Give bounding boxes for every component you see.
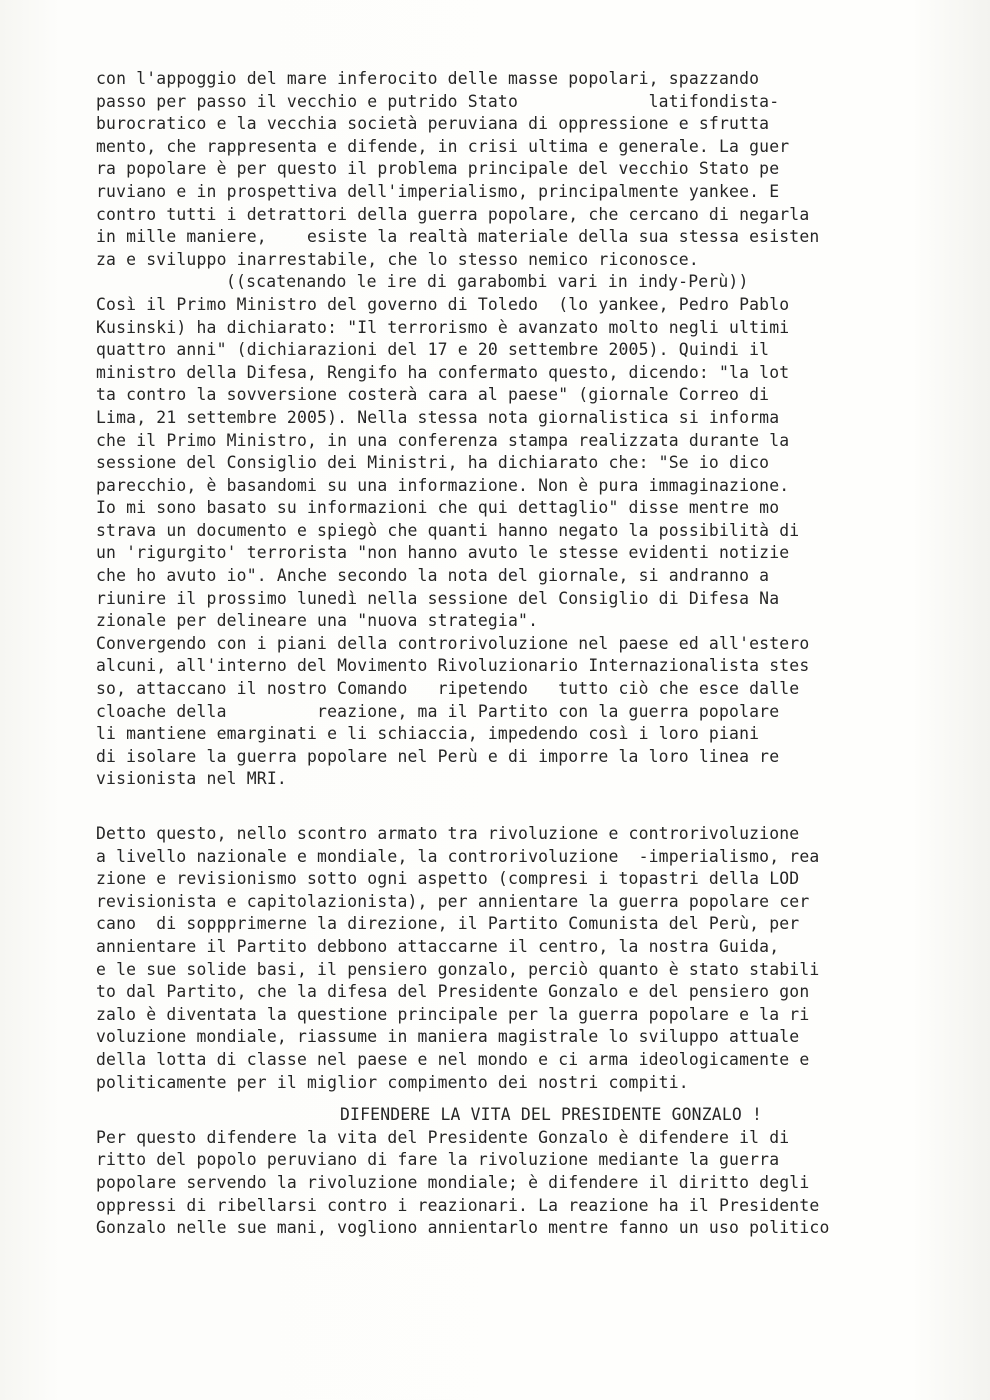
text-line: parecchio, è basandomi su una informazione. Non è pura immaginazione. (96, 475, 790, 495)
text-line: ((scatenando le ire di garabombi vari in indy-Perù)) (226, 272, 749, 292)
text-line: Gonzalo nelle sue mani, vogliono annientarlo mentre fanno un uso politico (96, 1218, 830, 1238)
text-line: ritto del popolo peruviano di fare la rivoluzione mediante la guerra (96, 1150, 780, 1170)
text-line: alcuni, all'interno del Movimento Rivoluzionario Internazionalista stes (96, 656, 810, 676)
paragraph-guerra-popolare (0, 68, 990, 271)
text-line: zalo è diventata la questione principale per la guerra popolare e la ri (96, 1004, 810, 1024)
heading-spacer (0, 1094, 990, 1104)
text-line: Per questo difendere la vita del Presidente Gonzalo è difendere il di (96, 1127, 790, 1147)
typewritten-document (0, 68, 990, 1240)
text-line: revisionista e capitolazionista), per annientare la guerra popolare cer (96, 891, 810, 911)
parenthetical-note (0, 271, 990, 294)
text-line: li mantiene emarginati e li schiaccia, impedendo così i loro piani (96, 724, 760, 744)
paragraph-controrivoluzione (0, 633, 990, 791)
text-line: che il Primo Ministro, in una conferenza stampa realizzata durante la (96, 430, 790, 450)
text-line: Lima, 21 settembre 2005). Nella stessa nota giornalistica si informa (96, 407, 780, 427)
paragraph-primo-ministro (0, 294, 990, 633)
text-line: za e sviluppo inarrestabile, che lo stesso nemico riconosce. (96, 249, 699, 269)
text-line: politicamente per il miglior compimento dei nostri compiti. (96, 1072, 689, 1092)
text-line: to dal Partito, che la difesa del Presidente Gonzalo e del pensiero gon (96, 982, 810, 1002)
text-line: un 'rigurgito' terrorista "non hanno avuto le stesse evidenti notizie (96, 543, 790, 563)
text-line: sessione del Consiglio dei Ministri, ha dichiarato che: "Se io dico (96, 453, 770, 473)
text-line: zione e revisionismo sotto ogni aspetto (compresi i topastri della LOD (96, 869, 800, 889)
text-line: ta contro la sovversione costerà cara al paese" (giornale Correo di (96, 385, 770, 405)
heading-line: DIFENDERE LA VITA DEL PRESIDENTE GONZALO ! (340, 1105, 763, 1125)
text-line: visionista nel MRI. (96, 769, 287, 789)
text-line: passo per passo il vecchio e putrido Stato latifondista- (96, 91, 780, 111)
text-line: cano di soppprimerne la direzione, il Partito Comunista del Perù, per (96, 914, 800, 934)
text-line: quattro anni" (dichiarazioni del 17 e 20 settembre 2005). Quindi il (96, 340, 770, 360)
text-line: annientare il Partito debbono attaccarne il centro, la nostra Guida, (96, 936, 780, 956)
text-line: ruviano e in prospettiva dell'imperialismo, principalmente yankee. E (96, 181, 780, 201)
paragraph-spacer (0, 791, 990, 823)
text-line: cloache della reazione, ma il Partito con la guerra popolare (96, 701, 780, 721)
section-heading (0, 1104, 990, 1127)
text-line: voluzione mondiale, riassume in maniera magistrale lo sviluppo attuale (96, 1027, 800, 1047)
paragraph-scontro-armato (0, 823, 990, 1094)
text-line: popolare servendo la rivoluzione mondiale; è difendere il diritto degli (96, 1172, 810, 1192)
text-line: Io mi sono basato su informazioni che qui dettaglio" disse mentre mo (96, 498, 780, 518)
text-line: Convergendo con i piani della controrivoluzione nel paese ed all'estero (96, 633, 810, 653)
text-line: di isolare la guerra popolare nel Perù e di imporre la loro linea re (96, 746, 780, 766)
text-line: zionale per delineare una "nuova strategia". (96, 611, 539, 631)
text-line: in mille maniere, esiste la realtà materiale della sua stessa esisten (96, 227, 820, 247)
text-line: so, attaccano il nostro Comando ripetendo tutto ciò che esce dalle (96, 679, 800, 699)
text-line: ra popolare è per questo il problema principale del vecchio Stato pe (96, 159, 780, 179)
text-line: della lotta di classe nel paese e nel mondo e ci arma ideologicamente e (96, 1049, 810, 1069)
text-line: contro tutti i detrattori della guerra popolare, che cercano di negarla (96, 204, 810, 224)
text-line: oppressi di ribellarsi contro i reazionari. La reazione ha il Presidente (96, 1195, 820, 1215)
text-line: mento, che rappresenta e difende, in crisi ultima e generale. La guer (96, 136, 790, 156)
text-line: Detto questo, nello scontro armato tra rivoluzione e controrivoluzione (96, 824, 800, 843)
text-line: e le sue solide basi, il pensiero gonzalo, perciò quanto è stato stabili (96, 959, 820, 979)
text-line: Kusinski) ha dichiarato: "Il terrorismo è avanzato molto negli ultimi (96, 317, 790, 337)
text-line: Così il Primo Ministro del governo di Toledo (lo yankee, Pedro Pablo (96, 294, 790, 314)
paragraph-difendere (0, 1127, 990, 1240)
text-line: con l'appoggio del mare inferocito delle masse popolari, spazzando (96, 69, 760, 88)
text-line: ministro della Difesa, Rengifo ha confermato questo, dicendo: "la lot (96, 362, 790, 382)
text-line: burocratico e la vecchia società peruviana di oppressione e sfrutta (96, 114, 770, 134)
text-line: riunire il prossimo lunedì nella sessione del Consiglio di Difesa Na (96, 588, 780, 608)
text-line: che ho avuto io". Anche secondo la nota del giornale, si andranno a (96, 566, 770, 586)
text-line: a livello nazionale e mondiale, la controrivoluzione -imperialismo, rea (96, 846, 820, 866)
text-line: strava un documento e spiegò che quanti hanno negato la possibilità di (96, 520, 800, 540)
